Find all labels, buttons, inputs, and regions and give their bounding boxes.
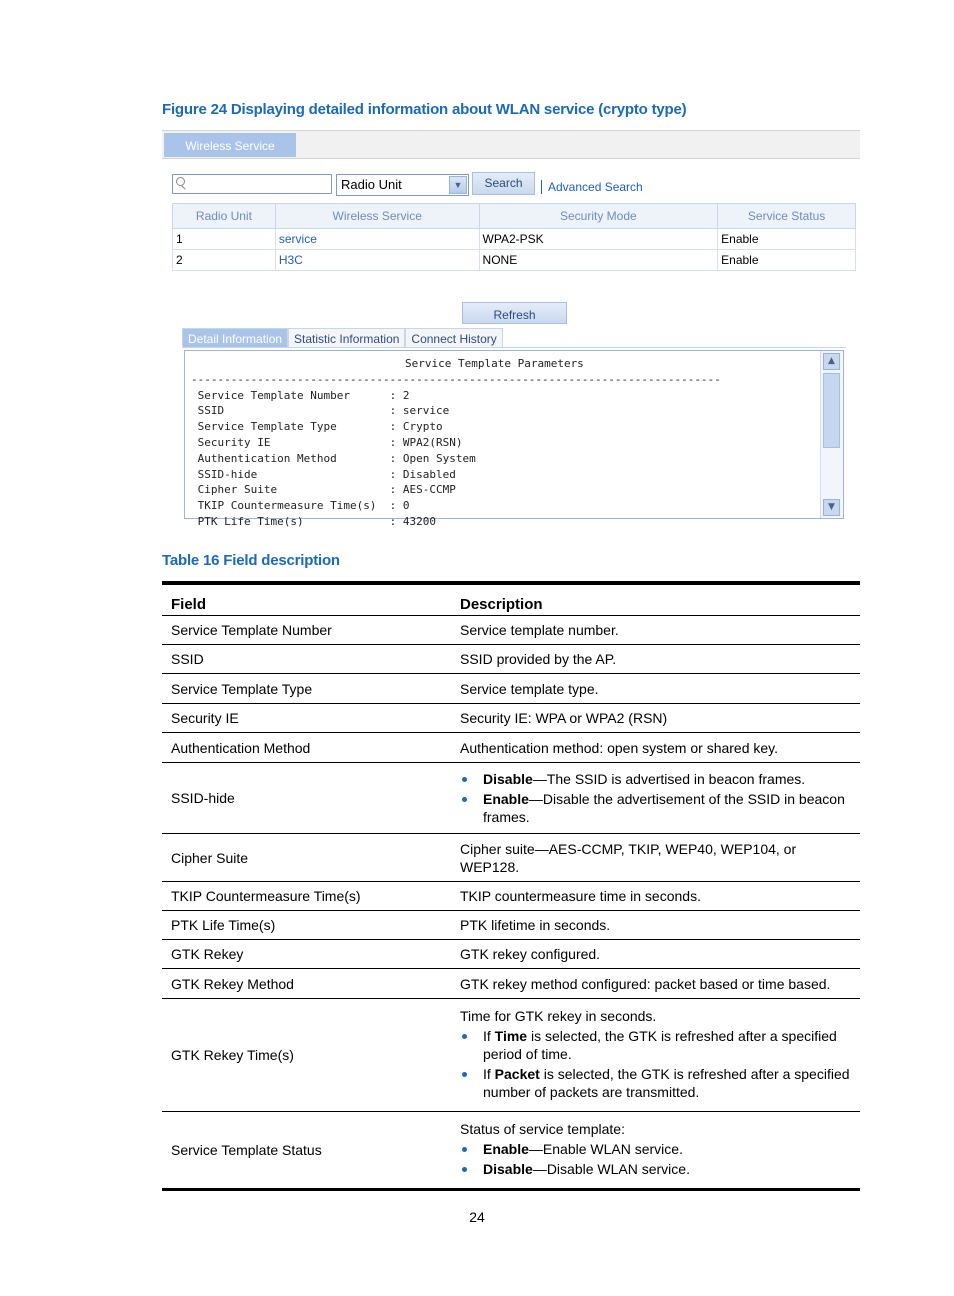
field-name: Authentication Method	[162, 733, 451, 763]
console-scrollbar[interactable]	[820, 351, 843, 518]
field-description	[451, 674, 860, 704]
console-separator: --------------------------------------------------------------------------------	[191, 372, 721, 386]
field-description	[451, 704, 860, 733]
field-description	[451, 1112, 860, 1190]
bullet-item	[460, 1160, 851, 1178]
table-row	[162, 999, 860, 1112]
bullet-keyword: Enable	[483, 1141, 529, 1157]
refresh-button[interactable]: Refresh	[462, 302, 567, 324]
description-text: Authentication method: open system or shared key.	[460, 739, 779, 756]
scroll-thumb[interactable]	[823, 373, 840, 448]
grid-cell: Enable	[718, 229, 856, 250]
grid-cell: 2	[173, 250, 276, 271]
header-field: Field	[162, 583, 451, 616]
grid-cell: NONE	[479, 250, 718, 271]
field-name: GTK Rekey Time(s)	[162, 999, 451, 1112]
tab-wireless-service[interactable]: Wireless Service	[164, 133, 296, 157]
bullet-list	[460, 1140, 851, 1178]
grid-header-security-mode[interactable]: Security Mode	[479, 204, 718, 229]
description-text: GTK rekey configured.	[460, 946, 601, 962]
grid-row[interactable]	[173, 250, 856, 271]
field-name: Security IE	[162, 704, 451, 733]
field-description	[451, 763, 860, 834]
table-row	[162, 834, 860, 882]
bullet-list	[460, 770, 851, 826]
field-description	[451, 940, 860, 969]
table-row	[162, 733, 860, 763]
bullet-keyword: Disable	[483, 771, 533, 787]
service-link[interactable]: service	[275, 229, 479, 250]
field-description	[451, 911, 860, 940]
field-description-table	[162, 581, 860, 1191]
tab-divider	[182, 347, 846, 348]
description-text: Service template number.	[460, 622, 619, 638]
table-row	[162, 616, 860, 645]
page-number: 24	[469, 1209, 485, 1225]
table-row	[162, 674, 860, 704]
field-description	[451, 999, 860, 1112]
table-row	[162, 882, 860, 911]
bullet-text: —The SSID is advertised in beacon frames.	[532, 771, 806, 787]
wireless-service-grid	[172, 203, 856, 271]
console-line: Authentication Method : Open System	[197, 451, 476, 465]
field-name: Service Template Number	[162, 616, 451, 645]
search-field-select[interactable]	[336, 174, 469, 196]
bullet-text: is selected, the GTK is refreshed after a specified number of packets are transmitted.	[483, 1066, 850, 1100]
field-name: GTK Rekey Method	[162, 969, 451, 999]
search-icon	[176, 177, 185, 186]
search-field-select-value: Radio Unit	[341, 177, 402, 192]
field-name: PTK Life Time(s)	[162, 911, 451, 940]
description-text: Security IE: WPA or WPA2 (RSN)	[460, 710, 668, 726]
scroll-up-arrow-icon[interactable]: ▲	[823, 353, 840, 370]
advanced-search-link[interactable]: Advanced Search	[541, 180, 643, 194]
search-button[interactable]: Search	[472, 172, 535, 195]
table-row	[162, 940, 860, 969]
console-line: Service Template Type : Crypto	[197, 420, 443, 434]
table-row	[162, 704, 860, 733]
table-row	[162, 1112, 860, 1190]
table-row	[162, 911, 860, 940]
bullet-item	[460, 790, 851, 826]
console-line: Service Template Number : 2	[197, 388, 410, 402]
table-row	[162, 969, 860, 999]
description-text: Time for GTK rekey in seconds.	[460, 1008, 657, 1024]
table-row	[162, 645, 860, 674]
field-name: Service Template Type	[162, 674, 451, 704]
chevron-down-icon[interactable]: ▼	[449, 176, 467, 194]
description-text: Service template type.	[460, 680, 599, 697]
field-name: SSID	[162, 645, 451, 674]
service-link[interactable]: H3C	[275, 250, 479, 271]
bullet-keyword: Packet	[494, 1066, 540, 1082]
bullet-keyword: Enable	[483, 791, 529, 807]
search-input[interactable]	[172, 174, 332, 194]
grid-header-service-status[interactable]: Service Status	[718, 204, 856, 229]
bullet-item	[460, 1027, 851, 1063]
console-line: TKIP Countermeasure Time(s) : 0	[197, 499, 410, 513]
console-line: SSID-hide : Disabled	[197, 467, 456, 481]
description-text: GTK rekey method configured: packet based or time based.	[460, 975, 831, 992]
tab-detail-information[interactable]: Detail Information	[182, 328, 288, 348]
grid-header-row	[173, 204, 856, 229]
description-text: TKIP countermeasure time in seconds.	[460, 888, 701, 904]
bullet-text: If	[483, 1066, 495, 1082]
description-text: PTK lifetime in seconds.	[460, 917, 611, 933]
field-description	[451, 969, 860, 999]
field-name: Service Template Status	[162, 1112, 451, 1190]
console-line: PTK Life Time(s) : 43200	[197, 514, 437, 528]
bullet-item	[460, 1065, 851, 1101]
bullet-item	[460, 770, 851, 788]
wireless-service-tabbar	[162, 130, 860, 159]
grid-header-radio-unit[interactable]: Radio Unit	[173, 204, 276, 229]
grid-cell: Enable	[718, 250, 856, 271]
bullet-item	[460, 1140, 851, 1158]
bullet-text: —Disable the advertisement of the SSID in beacon frames.	[483, 791, 845, 825]
description-text: Status of service template:	[460, 1121, 625, 1137]
header-description: Description	[451, 583, 860, 616]
bullet-text: If	[483, 1028, 495, 1044]
field-description	[451, 645, 860, 674]
console-line: Security IE : WPA2(RSN)	[197, 435, 463, 449]
bullet-keyword: Time	[494, 1028, 528, 1044]
bullet-text: is selected, the GTK is refreshed after a specified period of time.	[483, 1028, 837, 1062]
field-name: GTK Rekey	[162, 940, 451, 969]
bullet-text: —Enable WLAN service.	[528, 1141, 683, 1157]
bullet-text: —Disable WLAN service.	[532, 1161, 690, 1177]
scroll-down-arrow-icon[interactable]: ▼	[823, 499, 840, 516]
bullet-keyword: Disable	[483, 1161, 533, 1177]
table-caption: Table 16 Field description	[162, 552, 340, 569]
field-name: SSID-hide	[162, 763, 451, 834]
tab-statistic-information[interactable]: Statistic Information	[288, 328, 405, 348]
bullet-list	[460, 1027, 851, 1101]
detail-console[interactable]	[184, 350, 844, 528]
table-header-row	[162, 583, 860, 616]
field-name: Cipher Suite	[162, 834, 451, 882]
field-description	[451, 616, 860, 645]
console-line: SSID : service	[197, 404, 450, 418]
console-title: Service Template Parameters	[405, 357, 584, 370]
field-description	[451, 882, 860, 911]
grid-row[interactable]	[173, 229, 856, 250]
grid-header-wireless-service[interactable]: Wireless Service	[275, 204, 479, 229]
table-row	[162, 763, 860, 834]
field-description	[451, 733, 860, 763]
grid-cell: 1	[173, 229, 276, 250]
description-text: Cipher suite—AES-CCMP, TKIP, WEP40, WEP104, or WEP128.	[460, 840, 797, 875]
field-name: TKIP Countermeasure Time(s)	[162, 882, 451, 911]
description-text: SSID provided by the AP.	[460, 651, 617, 667]
grid-cell: WPA2-PSK	[479, 229, 718, 250]
tab-connect-history[interactable]: Connect History	[405, 328, 502, 348]
console-line: Cipher Suite : AES-CCMP	[197, 483, 456, 497]
figure-caption: Figure 24 Displaying detailed information about WLAN service (crypto type)	[162, 101, 687, 118]
field-description	[451, 834, 860, 882]
detail-tabs	[182, 328, 503, 348]
console-text	[191, 356, 721, 530]
